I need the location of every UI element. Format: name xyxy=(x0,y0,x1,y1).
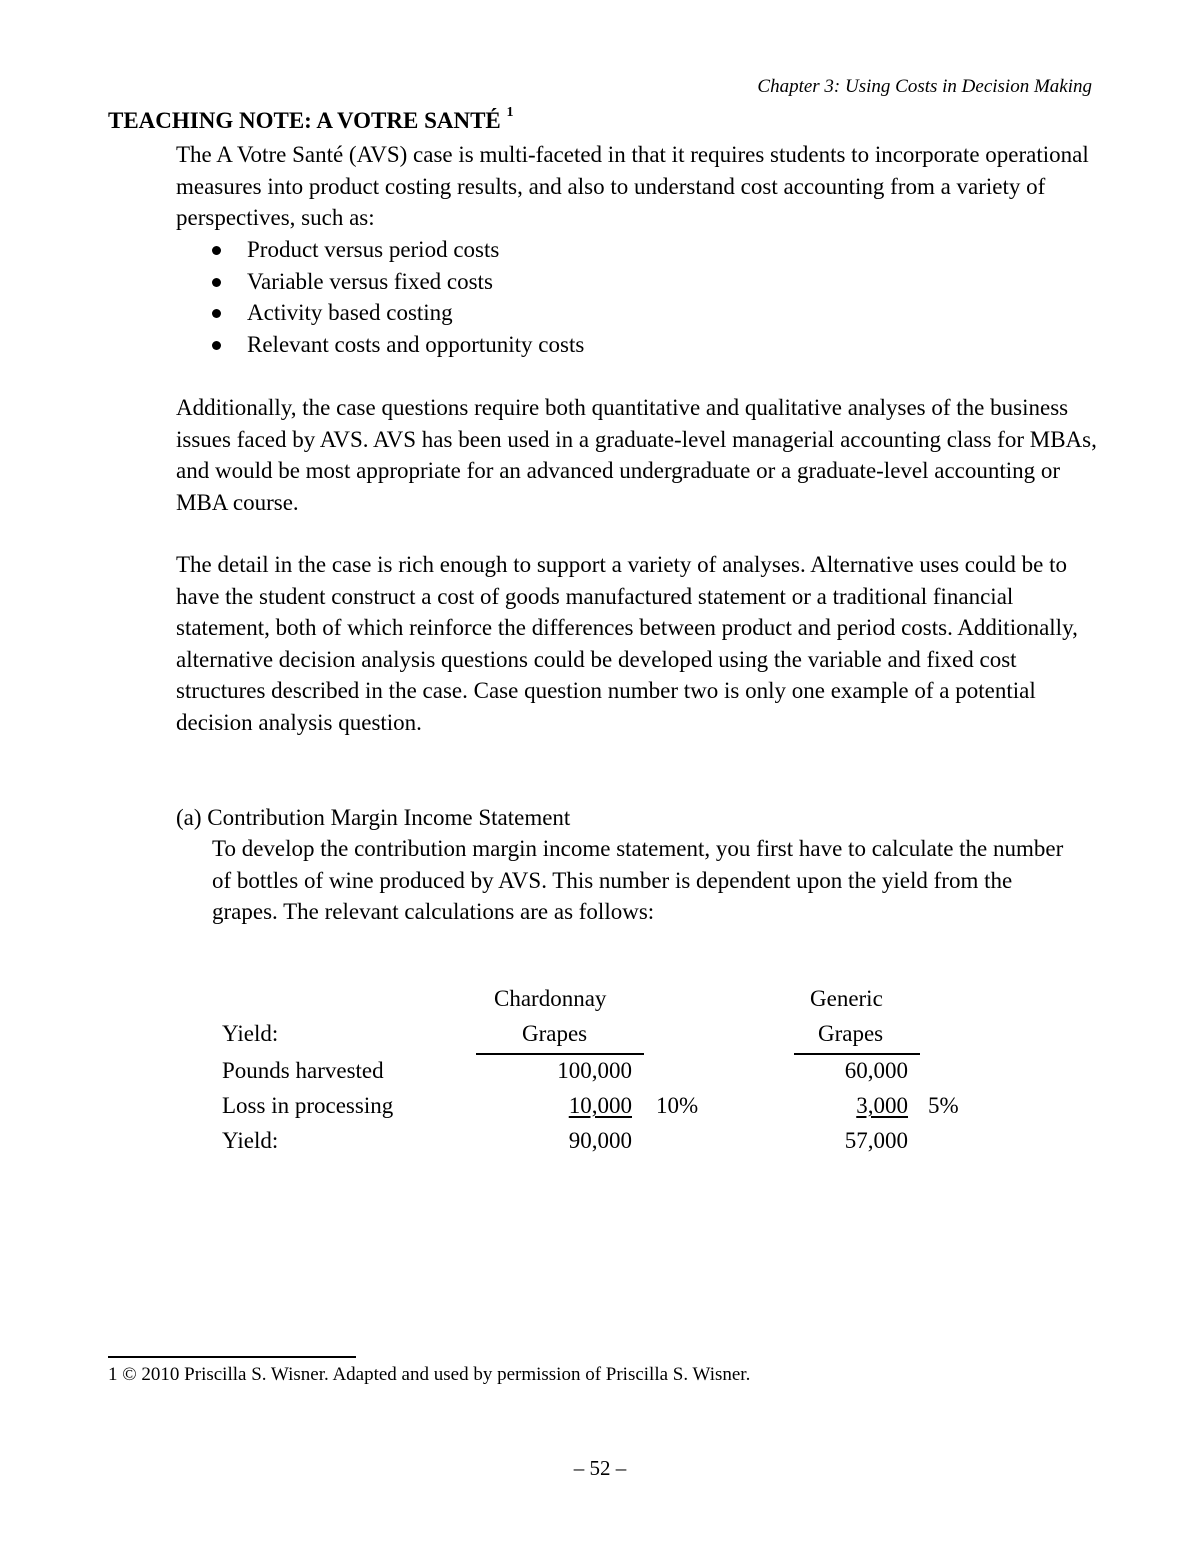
row-value-col1 xyxy=(476,1093,632,1119)
footnote: 1 © 2010 Priscilla S. Wisner. Adapted and used by permission of Priscilla S. Wisner. xyxy=(108,1364,751,1385)
bullet-text: Relevant costs and opportunity costs xyxy=(247,331,585,357)
footnote-divider xyxy=(108,1356,356,1358)
row-value-col2: 57,000 xyxy=(844,1128,908,1153)
bullet-item xyxy=(176,266,584,298)
col2-header-top: Generic xyxy=(810,986,883,1011)
bullet-list xyxy=(176,234,584,360)
section-a-heading: (a) Contribution Margin Income Statement xyxy=(176,805,571,830)
row-label: Yield: xyxy=(222,1128,279,1153)
section-a-body: To develop the contribution margin income statement, you first have to calculate the number of bottles of wine produced by AVS. This number is dependent upon the yield from the grapes. The relevant calculations are as follows: xyxy=(212,836,1064,924)
title-footnote-ref: 1 xyxy=(506,105,514,121)
row-label: Loss in processing xyxy=(222,1093,394,1118)
bullet-text: Variable versus fixed costs xyxy=(247,268,493,294)
underlined-value: 10,000 xyxy=(568,1093,632,1118)
title-text: TEACHING NOTE: A VOTRE SANTÉ xyxy=(108,108,501,133)
col1-header-top: Chardonnay xyxy=(494,986,607,1011)
col1-header-bottom: Grapes xyxy=(522,1021,588,1046)
paragraph-additionally xyxy=(176,392,1106,518)
paragraph-text: The detail in the case is rich enough to support a variety of analyses. Alternative uses could be to have the student construct a cost of goods manufactured statement or a traditional financial statement, both of which reinforce the differences between product and period costs. Additionally, alternative decision analysis questions could be developed using the variable and fixed cost structures described in the case. Case question number two is only one example of a potential decision analysis question. xyxy=(176,552,1078,735)
row-percent-col2: 5% xyxy=(928,1093,959,1118)
col2-header-bottom: Grapes xyxy=(818,1021,884,1046)
row-value-col2 xyxy=(794,1093,908,1119)
page-title xyxy=(108,105,514,134)
row-percent-col1: 10% xyxy=(656,1093,699,1118)
paragraph-detail xyxy=(176,549,1106,738)
running-header: Chapter 3: Using Costs in Decision Making xyxy=(757,76,1092,97)
bullet-icon xyxy=(212,341,221,350)
paragraph-text: Additionally, the case questions require both quantitative and qualitative analyses of the business issues faced by AVS. AVS has been used in a graduate-level managerial accounting class for MBAs, and would be most appropriate for an advanced undergraduate or a graduate-level accounting or MBA course. xyxy=(176,395,1097,515)
page-number: – 52 – xyxy=(573,1456,627,1480)
bullet-icon xyxy=(212,246,221,255)
bullet-text: Activity based costing xyxy=(247,300,453,325)
intro-paragraph xyxy=(176,139,1106,234)
bullet-item xyxy=(176,297,584,329)
col1-header-rule xyxy=(476,1053,644,1055)
underlined-value: 3,000 xyxy=(856,1093,908,1118)
bullet-item xyxy=(176,234,584,266)
row-label: Pounds harvested xyxy=(222,1058,384,1083)
intro-text: The A Votre Santé (AVS) case is multi-faceted in that it requires students to incorporate operational measures into product costing results, and also to understand cost accounting from a variety of perspectives, such as: xyxy=(176,142,1089,230)
col2-header-rule xyxy=(794,1053,920,1055)
bullet-icon xyxy=(212,278,221,287)
row-value-col2: 60,000 xyxy=(844,1058,908,1083)
bullet-icon xyxy=(212,309,221,318)
table-label-yield: Yield: xyxy=(222,1021,279,1046)
row-value-col1: 90,000 xyxy=(568,1128,632,1153)
bullet-text: Product versus period costs xyxy=(247,237,500,262)
row-value-col1: 100,000 xyxy=(557,1058,632,1083)
bullet-item xyxy=(176,329,584,361)
